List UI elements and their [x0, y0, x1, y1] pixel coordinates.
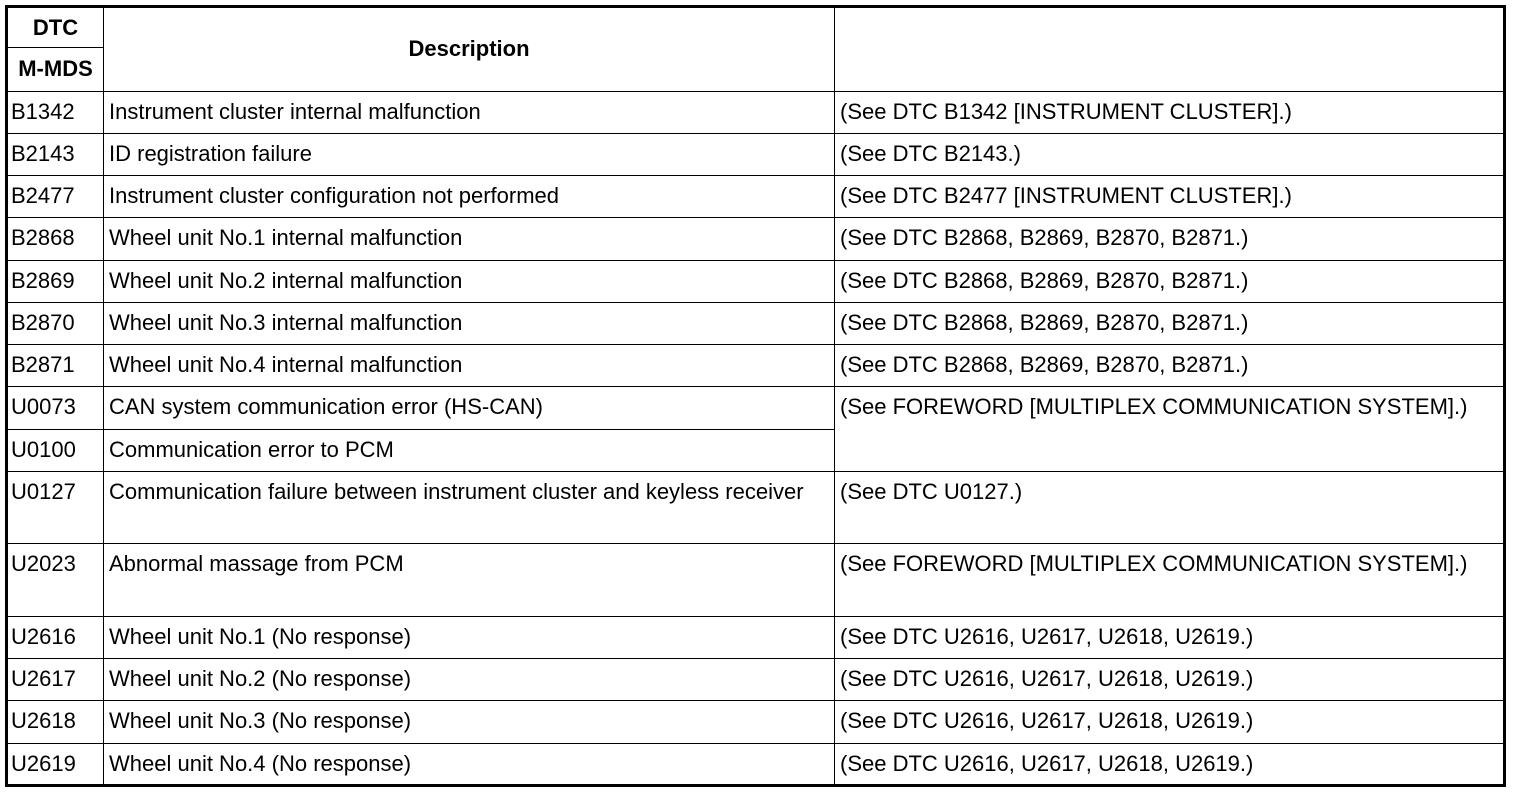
dtc-code: B2870 — [7, 302, 104, 344]
dtc-reference: (See DTC B2868, B2869, B2870, B2871.) — [835, 260, 1505, 302]
table-row — [7, 133, 1505, 175]
dtc-reference: (See DTC B2143.) — [835, 133, 1505, 175]
table-row — [7, 218, 1505, 260]
dtc-code: U2023 — [7, 544, 104, 616]
dtc-reference: (See DTC B1342 [INSTRUMENT CLUSTER].) — [835, 91, 1505, 133]
dtc-description: ID registration failure — [104, 133, 835, 175]
dtc-reference: (See DTC U2616, U2617, U2618, U2619.) — [835, 659, 1505, 701]
dtc-table — [5, 5, 1506, 787]
dtc-description: Abnormal massage from PCM — [104, 544, 835, 616]
table-row — [7, 616, 1505, 658]
dtc-code: B2477 — [7, 176, 104, 218]
dtc-code: U2617 — [7, 659, 104, 701]
dtc-reference: (See FOREWORD [MULTIPLEX COMMUNICATION SYSTEM].) — [835, 387, 1505, 472]
dtc-description: Wheel unit No.3 (No response) — [104, 701, 835, 743]
table-row — [7, 387, 1505, 429]
dtc-description: Wheel unit No.1 (No response) — [104, 616, 835, 658]
dtc-description: Instrument cluster configuration not performed — [104, 176, 835, 218]
header-dtc: DTC — [7, 7, 104, 48]
dtc-reference: (See DTC B2868, B2869, B2870, B2871.) — [835, 302, 1505, 344]
dtc-description: Communication error to PCM — [104, 429, 835, 471]
dtc-reference: (See DTC U2616, U2617, U2618, U2619.) — [835, 701, 1505, 743]
dtc-description: Communication failure between instrument cluster and keyless receiver — [104, 471, 835, 543]
dtc-code: U2616 — [7, 616, 104, 658]
dtc-description: Wheel unit No.2 (No response) — [104, 659, 835, 701]
dtc-code: U2618 — [7, 701, 104, 743]
dtc-code: U2619 — [7, 743, 104, 785]
dtc-code: B1342 — [7, 91, 104, 133]
dtc-code: B2869 — [7, 260, 104, 302]
dtc-code: B2868 — [7, 218, 104, 260]
header-row — [7, 7, 1505, 48]
dtc-code: U0100 — [7, 429, 104, 471]
table-row — [7, 176, 1505, 218]
table-row — [7, 91, 1505, 133]
dtc-reference: (See FOREWORD [MULTIPLEX COMMUNICATION SYSTEM].) — [835, 544, 1505, 616]
dtc-code: B2871 — [7, 345, 104, 387]
header-reference — [835, 7, 1505, 92]
dtc-description: Wheel unit No.4 internal malfunction — [104, 345, 835, 387]
table-row — [7, 345, 1505, 387]
dtc-description: Wheel unit No.1 internal malfunction — [104, 218, 835, 260]
dtc-reference: (See DTC U2616, U2617, U2618, U2619.) — [835, 616, 1505, 658]
dtc-reference: (See DTC B2868, B2869, B2870, B2871.) — [835, 218, 1505, 260]
header-description: Description — [104, 7, 835, 92]
dtc-reference: (See DTC U0127.) — [835, 471, 1505, 543]
table-row — [7, 471, 1505, 543]
dtc-code: B2143 — [7, 133, 104, 175]
dtc-reference: (See DTC U2616, U2617, U2618, U2619.) — [835, 743, 1505, 785]
dtc-description: Wheel unit No.4 (No response) — [104, 743, 835, 785]
table-row — [7, 701, 1505, 743]
table-row — [7, 260, 1505, 302]
table-row — [7, 659, 1505, 701]
table-row — [7, 302, 1505, 344]
dtc-description: Wheel unit No.2 internal malfunction — [104, 260, 835, 302]
dtc-reference: (See DTC B2477 [INSTRUMENT CLUSTER].) — [835, 176, 1505, 218]
table-row — [7, 544, 1505, 616]
dtc-description: Instrument cluster internal malfunction — [104, 91, 835, 133]
dtc-code: U0127 — [7, 471, 104, 543]
dtc-code: U0073 — [7, 387, 104, 429]
table-row — [7, 743, 1505, 785]
dtc-reference: (See DTC B2868, B2869, B2870, B2871.) — [835, 345, 1505, 387]
header-mmds: M-MDS — [7, 48, 104, 91]
dtc-description: CAN system communication error (HS-CAN) — [104, 387, 835, 429]
dtc-description: Wheel unit No.3 internal malfunction — [104, 302, 835, 344]
